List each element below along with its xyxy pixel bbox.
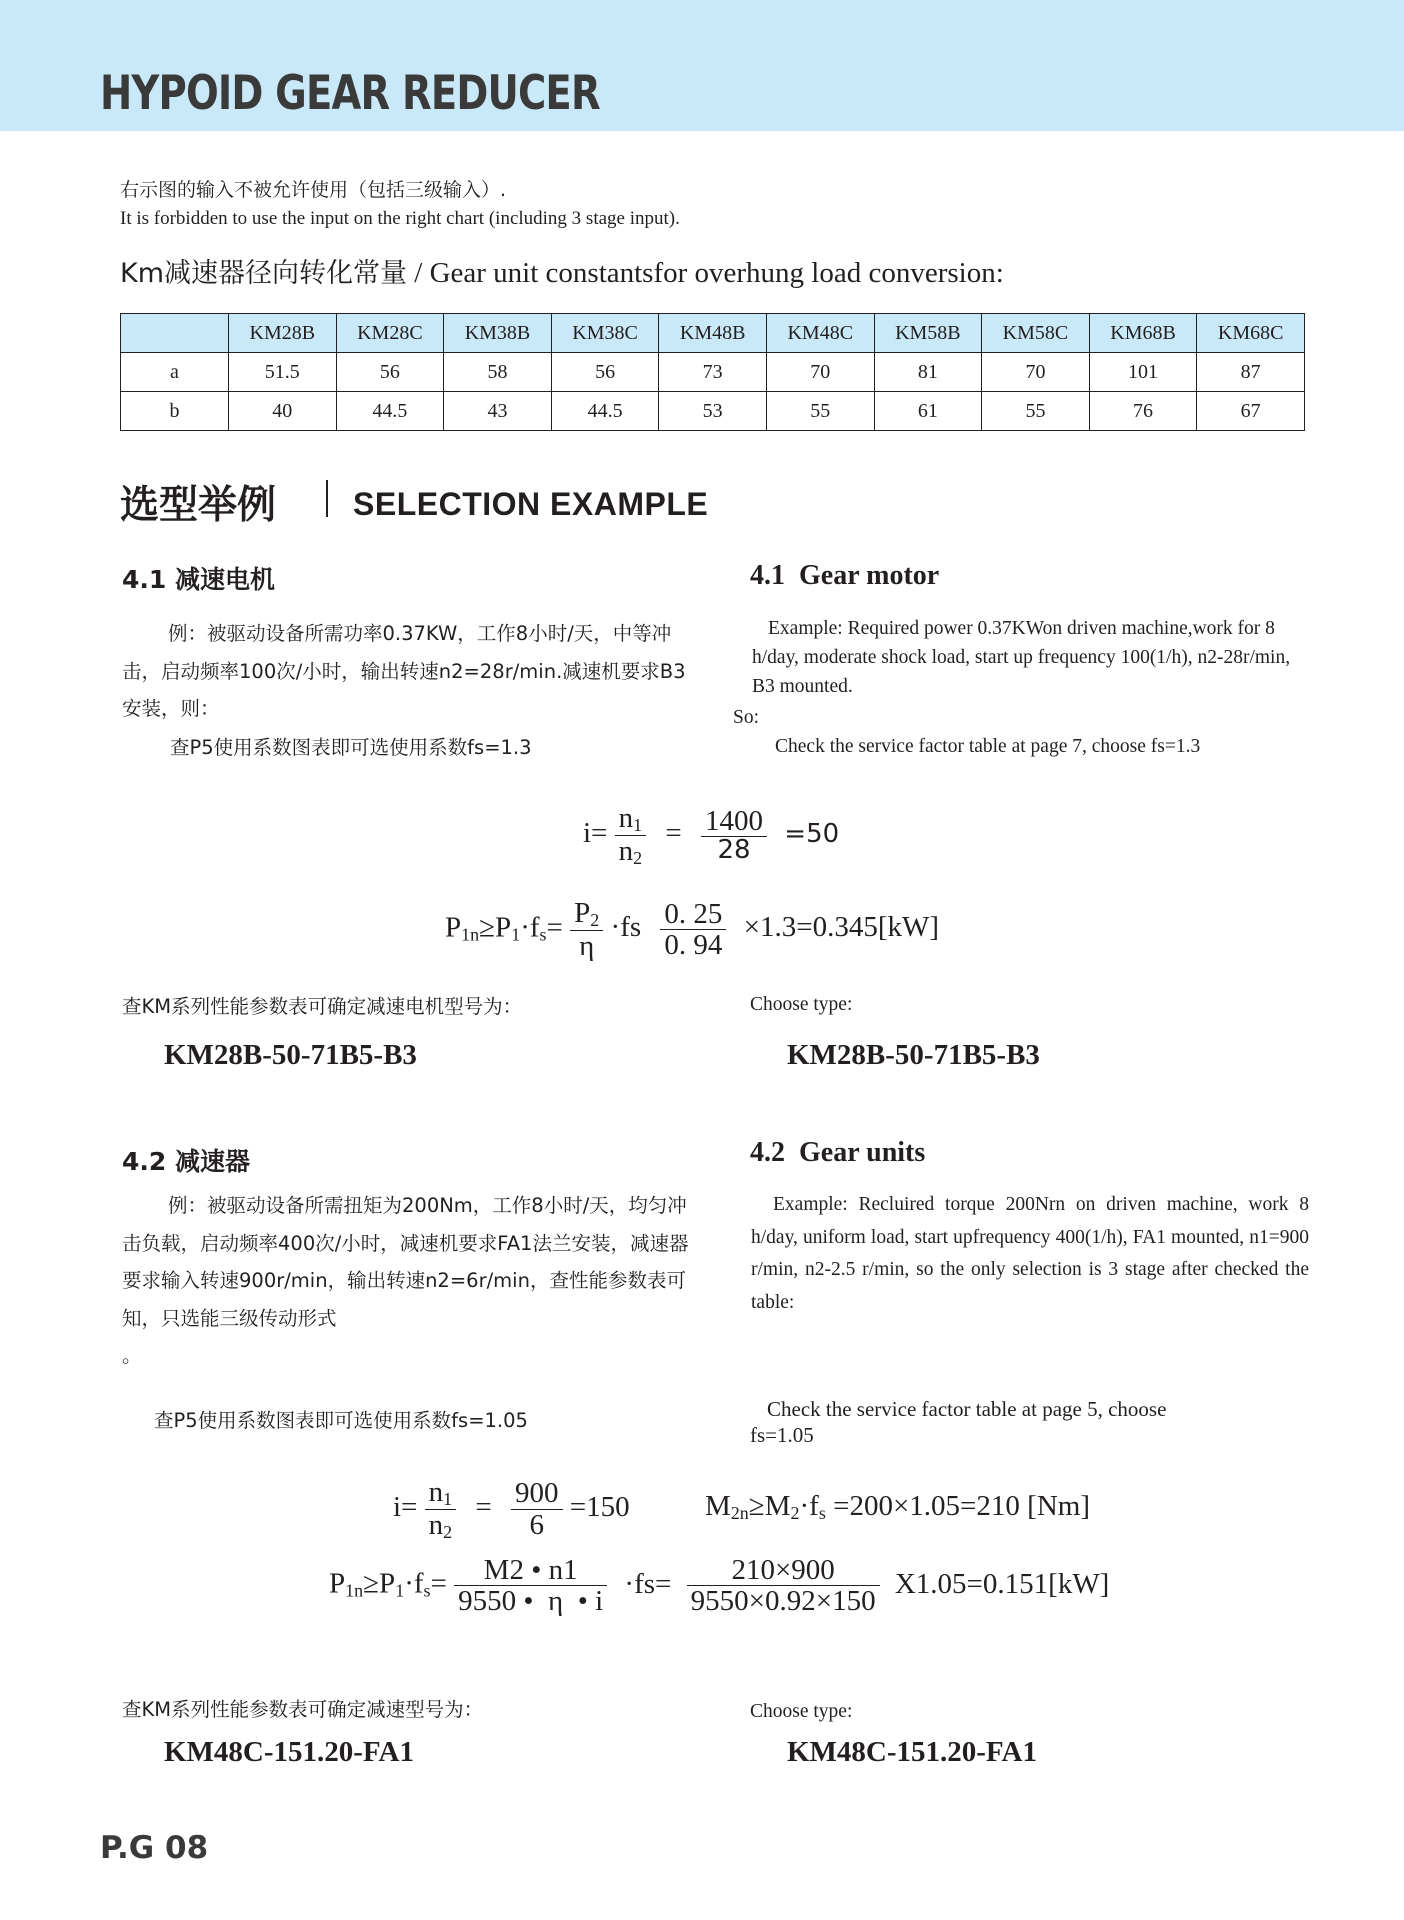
- section-divider: [326, 480, 328, 517]
- choose-4-2-en: Choose type:: [750, 1701, 853, 1722]
- note-en: It is forbidden to use the input on the right chart (including 3 stage input).: [120, 208, 680, 229]
- service-factor-4-1-en: Check the service factor table at page 7, choose fs=1.3: [775, 736, 1201, 757]
- table-corner: [121, 314, 229, 353]
- formula-text: ·f: [404, 1567, 424, 1600]
- table-cell: 61: [874, 392, 982, 431]
- fraction: [425, 1477, 457, 1542]
- table-cell: 70: [982, 353, 1090, 392]
- formula-torque-4-2: [705, 1490, 1090, 1524]
- example-4-2-cn: [122, 1187, 692, 1375]
- formula-text: ≥M: [748, 1490, 791, 1522]
- table-cell: 73: [659, 353, 767, 392]
- fraction: [454, 1555, 607, 1617]
- heading-4-2-cn: 4.2 减速器: [122, 1147, 250, 1176]
- formula-text: ·f: [520, 911, 540, 944]
- formula-ratio-4-1: [583, 803, 839, 868]
- subscript: 2: [590, 910, 600, 930]
- model-4-1-cn: KM28B-50-71B5-B3: [164, 1039, 417, 1071]
- subscript: 1n: [461, 924, 480, 945]
- model-4-1-en: KM28B-50-71B5-B3: [787, 1039, 1040, 1071]
- column-header: KM28B: [229, 314, 337, 353]
- constants-title-cn: Km减速器径向转化常量: [120, 258, 408, 289]
- denominator: 28: [717, 835, 751, 866]
- subscript: s: [539, 924, 547, 945]
- table-cell: 67: [1197, 392, 1305, 431]
- table-cell: 76: [1089, 392, 1197, 431]
- service-factor-4-2-cn: 查P5使用系数图表即可选使用系数fs=1.05: [154, 1409, 528, 1432]
- service-factor-4-1-cn: 查P5使用系数图表即可选使用系数fs=1.3: [170, 736, 532, 759]
- example-4-2-cn-text: 例：被驱动设备所需扭矩为200Nm，工作8小时/天，均匀冲击负载，启动频率400次/小时，减速机要求FA1法兰安装，减速器要求输入转速900r/min，输出转速n2=6r/min，查性能参数表可知，只选能三级传动形式: [122, 1194, 689, 1330]
- subscript: 1: [633, 815, 643, 835]
- formula-text: n: [618, 802, 634, 834]
- service-factor-4-2-en-b: fs=1.05: [750, 1423, 814, 1447]
- formula-result: ×1.3=0.345[kW]: [743, 911, 940, 944]
- numerator: 210×900: [687, 1555, 880, 1586]
- formula-text: n: [428, 1508, 444, 1541]
- formula-text: ≥P: [479, 911, 512, 944]
- constants-table: [120, 313, 1305, 431]
- formula-result: =200×1.05=210 [Nm]: [825, 1490, 1090, 1522]
- subscript: 2n: [730, 1503, 749, 1523]
- formula-text: ·fs: [610, 911, 642, 944]
- column-header: KM48B: [659, 314, 767, 353]
- formula-text: i=: [583, 817, 608, 850]
- constants-title-sep: /: [407, 257, 430, 289]
- formula-text: =: [546, 911, 563, 944]
- denominator: η: [579, 929, 595, 962]
- formula-result: =150: [569, 1491, 630, 1524]
- choose-4-1-cn: 查KM系列性能参数表可确定减速电机型号为：: [122, 995, 523, 1018]
- table-cell: 51.5: [229, 353, 337, 392]
- example-4-2-en: Example: Recluired torque 200Nrn on driven machine, work 8 h/day, uniform load, start upfrequency 400(1/h), FA1 mounted, n1=900 r/min, n2-2.5 r/min, so the only selection is 3 stage after checked the table:: [751, 1194, 1309, 1313]
- table-cell: 55: [766, 392, 874, 431]
- heading-4-2-en: 4.2 Gear units: [750, 1137, 926, 1168]
- formula-text: P: [329, 1567, 346, 1600]
- fraction: [687, 1555, 880, 1617]
- column-header: KM58B: [874, 314, 982, 353]
- formula-text: i=: [393, 1491, 418, 1524]
- table-cell: 55: [982, 392, 1090, 431]
- table-cell: 70: [766, 353, 874, 392]
- fraction: [701, 806, 767, 865]
- note-cn: 右示图的输入不被允许使用（包括三级输入）.: [120, 179, 507, 201]
- fraction: [570, 898, 603, 961]
- subscript: 1: [395, 1580, 405, 1601]
- formula-power-4-2: [329, 1555, 1109, 1617]
- heading-4-1-cn: 4.1 减速电机: [122, 565, 275, 594]
- formula-text: ≥P: [363, 1567, 396, 1600]
- table-cell: 53: [659, 392, 767, 431]
- table-cell: 56: [336, 353, 444, 392]
- section-title-en: SELECTION EXAMPLE: [353, 486, 709, 522]
- formula-text: ·f: [799, 1490, 819, 1522]
- column-header: KM68B: [1089, 314, 1197, 353]
- subscript: 1n: [345, 1580, 364, 1601]
- table-cell: 58: [444, 353, 552, 392]
- table-cell: 87: [1197, 353, 1305, 392]
- table-cell: 56: [551, 353, 659, 392]
- service-factor-4-2-en-a: Check the service factor table at page 5, choose: [767, 1397, 1167, 1421]
- page-number: P.G 08: [100, 1830, 209, 1866]
- fraction: [660, 899, 726, 961]
- formula-text: =: [665, 817, 682, 850]
- column-header: KM38B: [444, 314, 552, 353]
- fraction: [511, 1478, 563, 1540]
- table-row: [121, 353, 1305, 392]
- numerator: 0. 25: [660, 899, 726, 930]
- table-cell: 43: [444, 392, 552, 431]
- formula-text: n: [428, 1476, 444, 1508]
- formula-text: M: [705, 1490, 731, 1522]
- column-header: KM48C: [766, 314, 874, 353]
- row-label: a: [121, 353, 229, 392]
- table-cell: 44.5: [336, 392, 444, 431]
- numerator: 900: [511, 1478, 563, 1509]
- subscript: 1: [511, 924, 521, 945]
- subscript: 2: [790, 1503, 800, 1523]
- table-header-row: [121, 314, 1305, 353]
- subscript: 2: [633, 847, 643, 868]
- heading-4-1-en: 4.1 Gear motor: [750, 560, 940, 591]
- formula-text: ·fs=: [624, 1567, 672, 1600]
- table-cell: 101: [1089, 353, 1197, 392]
- column-header: KM68C: [1197, 314, 1305, 353]
- example-4-1-en: Example: Required power 0.37KWon driven machine,work for 8 h/day, moderate shock load, start up frequency 100(1/h), n2-28r/min, B3 mounted.: [752, 618, 1291, 697]
- formula-result: =50: [784, 819, 840, 850]
- formula-text: P: [445, 911, 462, 944]
- fraction: [615, 803, 647, 868]
- formula-result: X1.05=0.151[kW]: [894, 1567, 1110, 1600]
- header-title: HYPOID GEAR REDUCER: [100, 66, 600, 121]
- example-4-1-cn: 例：被驱动设备所需功率0.37KW，工作8小时/天，中等冲击，启动频率100次/小时，输出转速n2=28r/min.减速机要求B3安装，则：: [122, 622, 686, 720]
- constants-title-en: Gear unit constantsfor overhung load conversion:: [429, 257, 1004, 289]
- formula-text: P: [574, 897, 591, 929]
- formula-text: =: [430, 1567, 447, 1600]
- so-label: So:: [733, 707, 760, 728]
- denominator: 9550×0.92×150: [690, 1585, 876, 1618]
- model-4-2-en: KM48C-151.20-FA1: [787, 1736, 1037, 1768]
- example-4-2-cn-end: 。: [122, 1344, 142, 1367]
- column-header: KM58C: [982, 314, 1090, 353]
- table-cell: 81: [874, 353, 982, 392]
- table-row: [121, 392, 1305, 431]
- denominator: 6: [529, 1508, 545, 1541]
- model-4-2-cn: KM48C-151.20-FA1: [164, 1736, 414, 1768]
- formula-ratio-4-2: [393, 1477, 630, 1542]
- denominator: 9550 • η • i: [458, 1585, 604, 1618]
- subscript: 2: [443, 1521, 453, 1542]
- numerator: 1400: [701, 806, 767, 837]
- subscript: s: [423, 1580, 431, 1601]
- subscript: s: [818, 1503, 826, 1523]
- formula-power-4-1: [445, 898, 939, 961]
- row-label: b: [121, 392, 229, 431]
- denominator: 0. 94: [664, 929, 723, 962]
- table-cell: 44.5: [551, 392, 659, 431]
- formula-text: =: [475, 1491, 492, 1524]
- column-header: KM38C: [551, 314, 659, 353]
- subscript: 1: [443, 1489, 453, 1509]
- numerator: M2 • n1: [454, 1555, 607, 1586]
- choose-4-2-cn: 查KM系列性能参数表可确定减速型号为：: [122, 1698, 484, 1721]
- constants-title: [120, 251, 1004, 290]
- formula-text: n: [618, 834, 634, 867]
- choose-4-1-en: Choose type:: [750, 994, 853, 1015]
- table-cell: 40: [229, 392, 337, 431]
- column-header: KM28C: [336, 314, 444, 353]
- section-title-cn: 选型举例: [120, 483, 277, 528]
